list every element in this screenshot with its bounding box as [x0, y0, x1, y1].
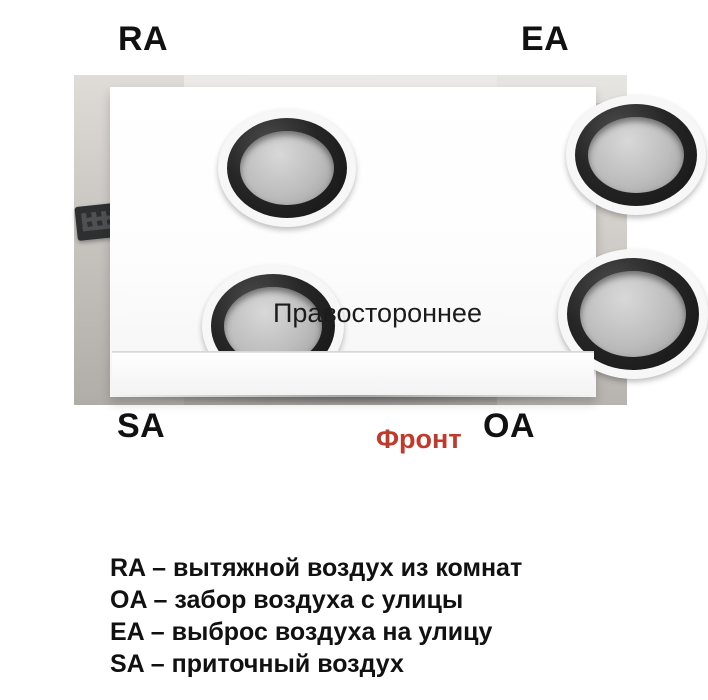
- legend-desc-ea: выброс воздуха на улицу: [171, 618, 493, 646]
- duct-bore-ra: [240, 131, 334, 205]
- legend-item-sa: [110, 648, 670, 680]
- legend-desc-oa: забор воздуха с улицы: [174, 586, 464, 614]
- duct-bore-ea: [588, 117, 684, 193]
- legend-separator-ra: –: [145, 554, 173, 582]
- legend-item-ra: [110, 552, 670, 584]
- legend-separator-sa: –: [143, 650, 172, 678]
- port-label-sa: SA: [117, 407, 166, 445]
- legend-item-ea: [110, 616, 670, 648]
- legend-item-oa: [110, 584, 670, 616]
- legend-code-ea: EA: [110, 618, 144, 646]
- duct-bore-oa: [580, 271, 686, 357]
- port-label-ea: EA: [521, 20, 570, 58]
- front-panel: [112, 352, 594, 397]
- unit-shadow: [110, 395, 596, 405]
- orientation-label: Правостороннее: [273, 298, 482, 328]
- port-label-oa: OA: [483, 407, 535, 445]
- legend-desc-ra: вытяжной воздух из комнат: [172, 554, 523, 582]
- legend-separator-oa: –: [146, 586, 175, 614]
- port-label-ra: RA: [118, 20, 169, 58]
- hrv-unit-body: [110, 87, 596, 397]
- duct-port-ea: [566, 95, 706, 215]
- legend-code-oa: OA: [110, 586, 147, 614]
- legend-desc-sa: приточный воздух: [171, 650, 404, 678]
- front-label: Фронт: [376, 424, 462, 454]
- legend-separator-ea: –: [143, 618, 172, 646]
- legend: [110, 552, 670, 680]
- duct-port-ra: [218, 109, 356, 227]
- legend-code-ra: RA: [110, 554, 146, 582]
- legend-code-sa: SA: [110, 650, 144, 678]
